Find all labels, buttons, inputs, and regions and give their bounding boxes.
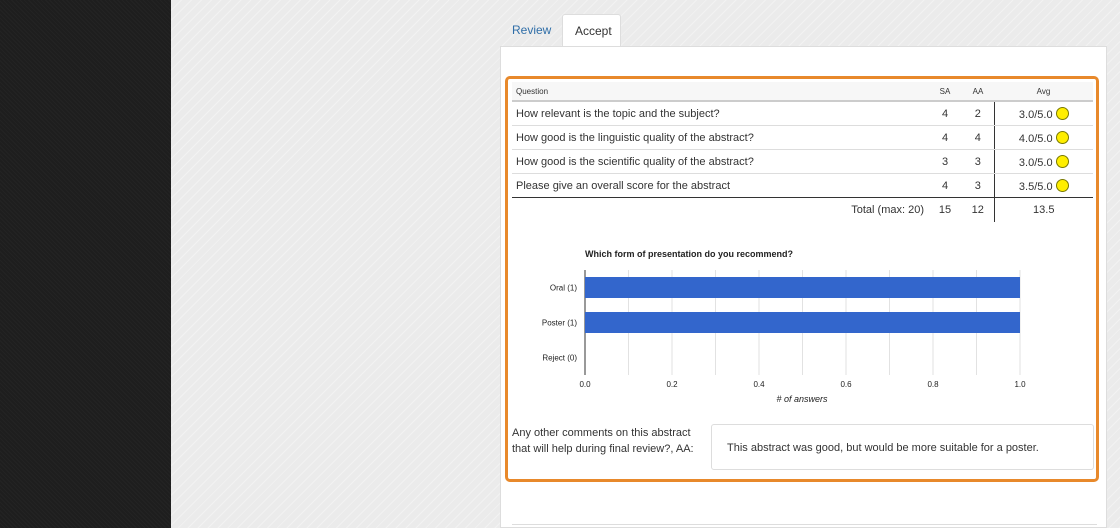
chart-tick-label: 0.0 (579, 380, 591, 389)
total-aa: 12 (971, 204, 984, 216)
total-avg: 13.5 (994, 198, 1093, 223)
table-row (512, 150, 1093, 174)
row-avg-cell (994, 174, 1093, 198)
chart-category-label: Oral (1) (549, 283, 577, 293)
chart-tick-label: 0.2 (666, 380, 678, 389)
left-dark-bar (0, 0, 171, 528)
row-aa: 4 (962, 126, 994, 150)
chart-bar (585, 277, 1020, 298)
row-aa: 2 (962, 101, 994, 126)
chart-tick-label: 1.0 (1014, 380, 1026, 389)
score-dot-icon (1056, 131, 1069, 144)
chart-tick-labels (579, 380, 1026, 389)
row-question: How good is the linguistic quality of the abstract? (512, 126, 928, 150)
row-question: How relevant is the topic and the subject? (512, 101, 928, 126)
row-question: Please give an overall score for the abstract (512, 174, 928, 198)
table-header-row (512, 82, 1093, 101)
score-dot-icon (1056, 107, 1069, 120)
row-sa: 4 (928, 126, 962, 150)
panel-divider (512, 524, 1097, 525)
chart-tick-label: 0.8 (927, 380, 939, 389)
row-avg-cell (994, 101, 1093, 126)
chart-bar (585, 312, 1020, 333)
table-row (512, 174, 1093, 198)
total-row (512, 198, 1093, 223)
row-avg: 4.0/5.0 (1018, 132, 1053, 145)
table-row (512, 126, 1093, 150)
chart-title: Which form of presentation do you recommend? (585, 249, 794, 259)
row-question: How good is the scientific quality of the abstract? (512, 150, 928, 174)
row-avg: 3.5/5.0 (1018, 180, 1053, 193)
question-score-table (512, 82, 1093, 222)
tab-accept[interactable]: Accept (562, 14, 621, 47)
row-avg-cell (994, 126, 1093, 150)
score-dot-icon (1056, 179, 1069, 192)
total-label: Total (max: 20) (851, 204, 924, 216)
header-question: Question (512, 82, 928, 101)
chart-tick-label: 0.4 (753, 380, 765, 389)
presentation-chart (512, 240, 1097, 410)
chart-category-label: Reject (0) (542, 353, 577, 363)
header-sa: SA (928, 82, 962, 101)
row-aa: 3 (962, 174, 994, 198)
row-sa: 4 (928, 174, 962, 198)
row-avg-cell (994, 150, 1093, 174)
row-sa: 3 (928, 150, 962, 174)
header-avg: Avg (994, 82, 1093, 101)
row-avg: 3.0/5.0 (1018, 156, 1053, 169)
header-aa: AA (962, 82, 994, 101)
score-dot-icon (1056, 155, 1069, 168)
chart-x-axis-label: # of answers (776, 394, 828, 404)
chart-category-labels (542, 284, 577, 363)
row-aa: 3 (962, 150, 994, 174)
chart-tick-label: 0.6 (840, 380, 852, 389)
tab-review[interactable]: Review (512, 23, 552, 37)
row-avg: 3.0/5.0 (1018, 108, 1053, 121)
chart-category-label: Poster (1) (541, 318, 577, 328)
comment-label: Any other comments on this abstract that will help during final review?, AA: (512, 427, 694, 455)
table-row (512, 101, 1093, 126)
comment-box: This abstract was good, but would be more suitable for a poster. (711, 424, 1094, 470)
total-sa: 15 (938, 204, 952, 216)
row-sa: 4 (928, 101, 962, 126)
